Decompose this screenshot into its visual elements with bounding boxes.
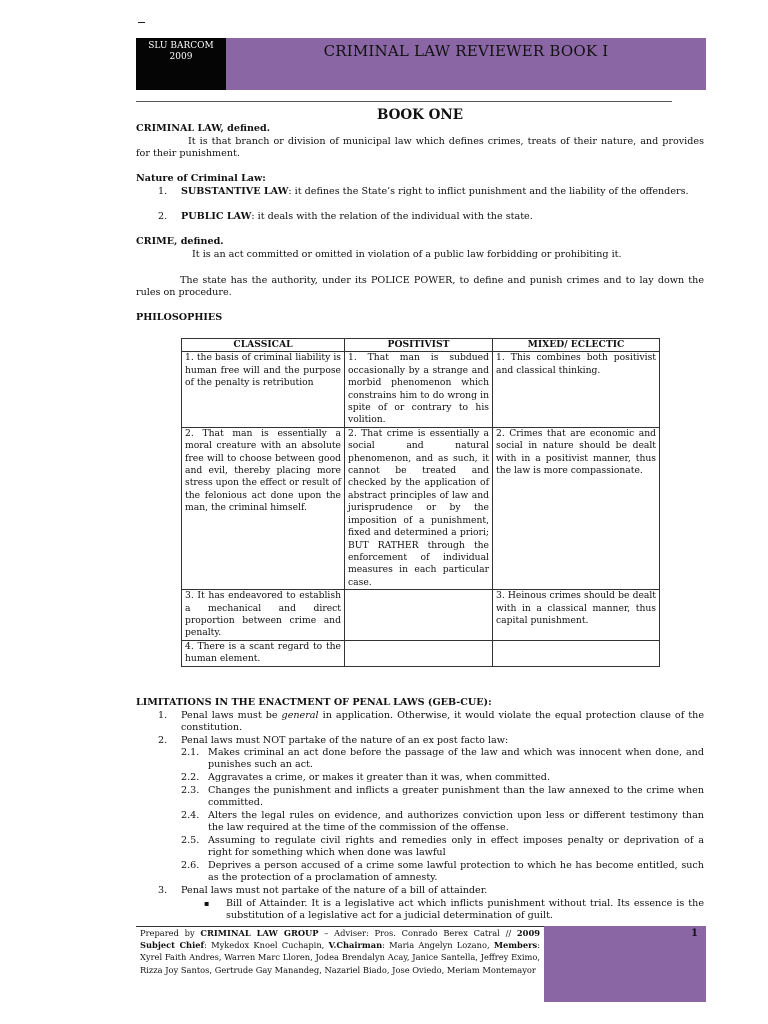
- sub-item-num: 2.2.: [181, 772, 200, 783]
- org-name: SLU BARCOM: [148, 41, 214, 51]
- table-cell: 3. Heinous crimes should be dealt with in a classical manner, thus capital punishment.: [493, 590, 660, 641]
- criminal-law-heading: CRIMINAL LAW, defined.: [136, 123, 271, 134]
- police-power-paragraph: The state has the authority, under its POLICE POWER, to define and punish crimes and to lay down the rules on procedure.: [136, 275, 704, 299]
- limitation-1: [181, 710, 704, 735]
- table-cell: 1. That man is subdued occasionally by a strange and morbid phenomenon which constrains him to do wrong in spite of or contrary to his volition.: [345, 352, 493, 427]
- limitation-1-em: general: [281, 710, 319, 721]
- column-header-eclectic: MIXED/ ECLECTIC: [493, 339, 660, 352]
- bill-of-attainder-bullet: Bill of Attainder. It is a legislative act which inflicts punishment without trial. Its essence is the substitution of a legislative act for a judicial determination of guilt.: [226, 898, 704, 922]
- page-number-wrap: [544, 928, 706, 939]
- bullet-square-icon: ▪: [204, 899, 210, 908]
- table-cell: 2. That crime is essentially a social and natural phenomenon, and as such, it cannot be treated and checked by the application of abstract principles of law and jurisprudence or by the imposition of a punishment, fixed and determined a priori; BUT RATHER through the enforcement of individual measures in each particular case.: [345, 427, 493, 589]
- sub-item: Deprives a person accused of a crime some lawful protection to which he has become entitled, such as the protection of a proclamation of amnesty.: [208, 860, 704, 884]
- crime-heading: CRIME, defined.: [136, 236, 224, 247]
- sub-item-num: 2.5.: [181, 835, 200, 846]
- table-cell: 3. It has endeavored to establish a mechanical and direct proportion between crime and penalty.: [182, 590, 345, 641]
- table-header-row: [182, 339, 660, 352]
- criminal-law-definition: It is that branch or division of municipal law which defines crimes, treats of their nature, and provides for their punishment.: [136, 136, 704, 160]
- table-cell: 2. That man is essentially a moral creature with an absolute free will to choose between good and evil, thereby placing more stress upon the effect or result of the felonious act done upon the man, the criminal himself.: [182, 427, 345, 589]
- limitation-1-post: in application. Otherwise, it would violate the equal protection clause of the constitution.: [181, 710, 704, 734]
- table-cell: [345, 640, 493, 666]
- philosophies-table: [181, 338, 660, 667]
- nature-item-1: [181, 186, 704, 198]
- limitation-2-num: 2.: [158, 735, 168, 746]
- footer-members: : Xyrel Faith Andres, Warren Marc Lloren, Jodea Brendalyn Acay, Janice Santella, Jeffrey Eximo, Rizza Joy Santos, Gertrude Gay Manandeg, Nazariel Biado, Jose Oviedo, Meriam Montemayor: [140, 940, 540, 975]
- header-dash: [138, 22, 145, 23]
- limitation-1-pre: Penal laws must be: [181, 710, 282, 721]
- table-row: [182, 352, 660, 427]
- limitation-3: Penal laws must not partake of the nature of a bill of attainder.: [181, 885, 488, 896]
- footer-members-label: Members: [493, 940, 538, 951]
- footer-subject-chief-label: 2009 Subject Chief: [140, 928, 540, 951]
- limitations-heading: LIMITATIONS IN THE ENACTMENT OF PENAL LAWS (GEB-CUE):: [136, 697, 492, 708]
- footer-group: CRIMINAL LAW GROUP: [200, 928, 319, 938]
- nature-item-2-num: 2.: [158, 211, 168, 222]
- footer-vchair-label: V.Chairman: [328, 940, 383, 951]
- footer-subject-chief: : Mykedox Knoel Cuchapin,: [204, 940, 329, 951]
- crime-definition: It is an act committed or omitted in violation of a public law forbidding or prohibiting it.: [192, 249, 622, 260]
- column-header-positivist: POSITIVIST: [345, 339, 493, 352]
- org-year: 2009: [169, 52, 193, 62]
- page-number: 1: [691, 928, 698, 939]
- sub-item: Alters the legal rules on evidence, and authorizes conviction upon less or different testimony than the law required at the time of the commission of the offense.: [208, 810, 704, 834]
- nature-item-2-text: : it deals with the relation of the individual with the state.: [251, 211, 533, 222]
- footer-adviser: – Adviser: Pros. Conrado Berex Catral //: [318, 928, 517, 938]
- sub-item-num: 2.4.: [181, 810, 200, 821]
- limitation-2: Penal laws must NOT partake of the nature of an ex post facto law:: [181, 735, 509, 746]
- sub-item: Aggravates a crime, or makes it greater than it was, when committed.: [208, 772, 550, 783]
- sub-item: Makes criminal an act done before the passage of the law and which was innocent when done, and punishes such an act.: [208, 747, 704, 771]
- table-row: [182, 427, 660, 589]
- book-title: BOOK ONE: [376, 107, 463, 123]
- sub-item: Changes the punishment and inflicts a greater punishment than the law annexed to the crime when committed.: [208, 785, 704, 809]
- footer-credits: [140, 927, 540, 976]
- column-header-classical: CLASSICAL: [182, 339, 345, 352]
- nature-item-1-text: : it defines the State’s right to inflict punishment and the liability of the offenders.: [288, 186, 689, 197]
- nature-heading: Nature of Criminal Law:: [136, 173, 266, 184]
- sub-item: Assuming to regulate civil rights and remedies only in effect imposes penalty or deprivation of a right for something which when done was lawful: [208, 835, 704, 859]
- nature-item-1-num: 1.: [158, 186, 168, 197]
- sub-item-num: 2.6.: [181, 860, 200, 871]
- limitation-1-num: 1.: [158, 710, 168, 721]
- nature-item-2: [181, 211, 704, 223]
- table-cell: 2. Crimes that are economic and social in nature should be dealt with in a positivist manner, thus the law is more compassionate.: [493, 427, 660, 589]
- sub-item-num: 2.3.: [181, 785, 200, 796]
- header-rule: [136, 101, 672, 102]
- table-cell: [493, 640, 660, 666]
- nature-item-1-term: SUBSTANTIVE LAW: [181, 186, 289, 197]
- table-cell: 1. the basis of criminal liability is human free will and the purpose of the penalty is retribution: [182, 352, 345, 427]
- sub-item-num: 2.1.: [181, 747, 200, 758]
- nature-item-2-term: PUBLIC LAW: [181, 211, 252, 222]
- table-row: [182, 590, 660, 641]
- footer-prepared-by: Prepared by: [140, 928, 201, 938]
- table-row: [182, 640, 660, 666]
- document-title: CRIMINAL LAW REVIEWER BOOK I: [323, 42, 609, 60]
- table-cell: 1. This combines both positivist and classical thinking.: [493, 352, 660, 427]
- table-cell: [345, 590, 493, 641]
- limitation-3-num: 3.: [158, 885, 168, 896]
- table-cell: 4. There is a scant regard to the human element.: [182, 640, 345, 666]
- footer-vchair: : Maria Angelyn Lozano,: [382, 940, 494, 951]
- philosophies-heading: PHILOSOPHIES: [136, 312, 223, 323]
- org-badge: [136, 38, 226, 90]
